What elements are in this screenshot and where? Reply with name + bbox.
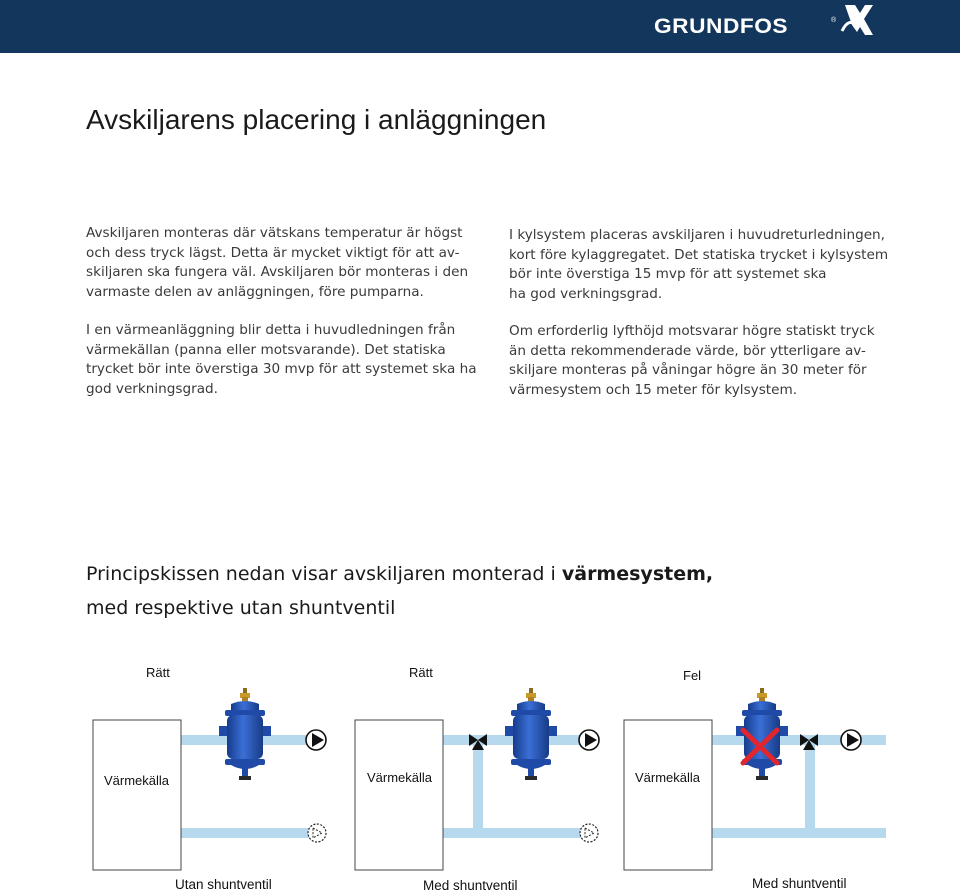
page-title: Avskiljarens placering i anläggningen — [86, 104, 547, 135]
diagram-2-caption: Med shuntventil — [423, 878, 518, 892]
diagram-3-caption: Med shuntventil — [752, 876, 847, 891]
left-paragraph-2: I en värmeanläggning blir detta i huvudledningen från värmekällan (panna eller motsvarande). Det statiska trycket bör inte överstiga 30 mvp för att systemet ska ha god verkningsgrad. — [86, 322, 477, 397]
diagram-1-caption: Utan shuntventil — [175, 877, 272, 892]
right-paragraph-1: I kylsystem placeras avskiljaren i huvudreturledningen, kort före kylaggregatet. Det statiska trycket i kylsystem bör inte överstiga 15 mvp för att systemet ska ha god verkningsgrad. — [509, 227, 889, 302]
pipe — [443, 828, 598, 838]
separator-icon — [219, 688, 271, 780]
bypass-pipe — [805, 745, 815, 828]
diagram-1-source-label: Värmekälla — [104, 773, 170, 788]
heading-text-line2: med respektive utan shuntventil — [86, 597, 396, 619]
heat-source-box — [624, 720, 712, 870]
grundfos-logo-icon — [839, 3, 875, 37]
heat-source-box — [93, 720, 181, 870]
bypass-pipe — [473, 745, 483, 828]
pipe — [181, 828, 311, 838]
header-bar — [0, 0, 960, 53]
diagram-1-verdict: Rätt — [146, 665, 170, 680]
left-paragraph-1: Avskiljaren monteras där vätskans temperatur är högst och dess tryck lägst. Detta är mycket viktigt för att av- skiljaren ska fungera väl. Avskiljaren bör monteras i den varmaste delen av anläggningen, före pumparna. — [86, 225, 469, 300]
separator-icon — [505, 688, 557, 780]
diagram-intro-heading — [86, 557, 713, 625]
pump-icon — [306, 730, 326, 750]
diagram-3 — [624, 668, 886, 891]
pipe — [711, 828, 886, 838]
pump-icon — [579, 730, 599, 750]
heading-text: Principskissen nedan visar avskiljaren monterad i — [86, 563, 562, 585]
heading-bold-text: värmesystem, — [561, 563, 714, 585]
check-valve-icon — [580, 824, 598, 842]
diagram-3-verdict: Fel — [683, 668, 702, 683]
right-paragraph-2: Om erforderlig lyfthöjd motsvarar högre statiskt tryck än detta rekommenderade värde, bör ytterligare av- skiljare monteras på våningar högre än 30 meter för värmesystem och 15 meter för kylsystem. — [509, 323, 875, 398]
brand-reg-mark: ® — [831, 17, 837, 24]
diagram-2 — [355, 665, 599, 892]
diagram-3-source-label: Värmekälla — [635, 770, 701, 785]
diagram-2-verdict: Rätt — [409, 665, 433, 680]
pump-icon — [841, 730, 861, 750]
principle-sketch — [0, 640, 960, 892]
brand-logo-text: GRUNDFOS — [654, 15, 789, 38]
diagram-1 — [93, 665, 326, 892]
heat-source-box — [355, 720, 443, 870]
diagram-2-source-label: Värmekälla — [367, 770, 433, 785]
check-valve-icon — [308, 824, 326, 842]
